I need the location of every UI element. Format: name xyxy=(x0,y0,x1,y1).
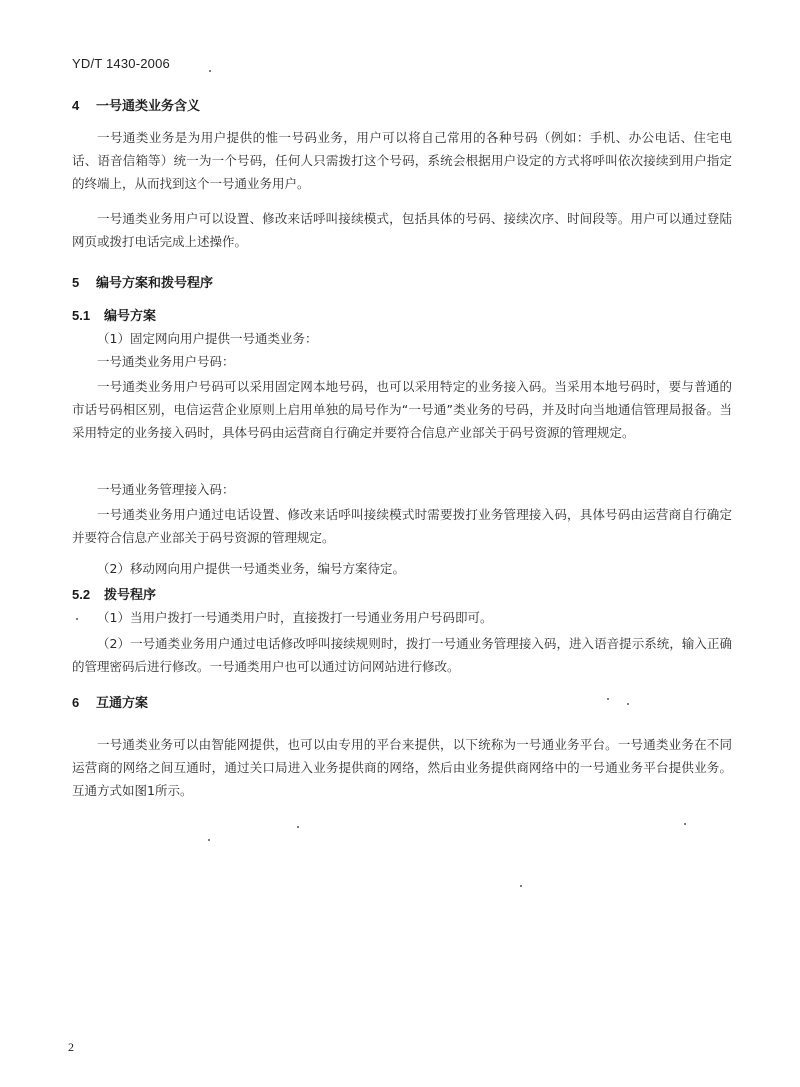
document-code: YD/T 1430-2006 xyxy=(72,56,170,71)
section-number: 5 xyxy=(72,275,80,290)
subsection-number: 5.1 xyxy=(72,308,91,323)
subsection-number: 5.2 xyxy=(72,587,91,602)
list-item: （2）移动网向用户提供一号通类业务，编号方案待定。 xyxy=(97,561,405,576)
scan-speck xyxy=(76,618,78,620)
section-4-paragraph-1: 一号通类业务是为用户提供的惟一号码业务，用户可以将自己常用的各种号码（例如：手机、办公电话、住宅电话、语音信箱等）统一为一个号码，任何人只需拨打这个号码，系统会根据用户设定的方式将呼叫依次接续到用户指定的终端上，从而找到这个一号通业务用户。 xyxy=(72,130,732,191)
section-number: 4 xyxy=(72,98,80,113)
field-label: 一号通业务管理接入码： xyxy=(97,482,235,497)
section-5-heading xyxy=(72,272,732,291)
section-title: 互通方案 xyxy=(96,696,149,711)
scan-speck xyxy=(297,826,299,828)
section-4-paragraph-2: 一号通类业务用户可以设置、修改来话呼叫接续模式，包括具体的号码、接续次序、时间段等。用户可以通过登陆网页或拨打电话完成上述操作。 xyxy=(72,211,732,249)
section-title: 一号通类业务含义 xyxy=(96,99,201,114)
section-title: 编号方案和拨号程序 xyxy=(96,276,214,291)
list-item: （1）固定网向用户提供一号通类业务： xyxy=(97,331,318,346)
field-label: 一号通类业务用户号码： xyxy=(97,354,235,369)
scan-speck xyxy=(627,703,629,705)
section-6-heading xyxy=(72,692,732,711)
scan-speck xyxy=(209,70,211,72)
subsection-title: 编号方案 xyxy=(104,309,157,324)
scan-speck xyxy=(684,823,686,825)
scan-speck xyxy=(208,839,210,841)
scan-speck xyxy=(520,885,522,887)
subsection-title: 拨号程序 xyxy=(104,588,157,603)
subsection-5-1-heading xyxy=(72,305,732,324)
list-item: （1）当用户拨打一号通类用户时，直接拨打一号通业务用户号码即可。 xyxy=(97,610,493,625)
section-6-paragraph: 一号通类业务可以由智能网提供，也可以由专用的平台来提供，以下统称为一号通业务平台。一号通类业务在不同运营商的网络之间互通时，通过关口局进入业务提供商的网络，然后由业务提供商网络中的一号通业务平台提供业务。互通方式如图1所示。 xyxy=(72,737,732,798)
user-number-paragraph: 一号通类业务用户号码可以采用固定网本地号码，也可以采用特定的业务接入码。当采用本地号码时，要与普通的市话号码相区别，电信运营企业原则上启用单独的局号作为“一号通”类业务的号码，并及时向当地通信管理局报备。当采用特定的业务接入码时，具体号码由运营商自行确定并要符合信息产业部关于码号资源的管理规定。 xyxy=(72,379,732,440)
list-item: （2）一号通类业务用户通过电话修改呼叫接续规则时，拨打一号通业务管理接入码，进入语音提示系统，输入正确的管理密码后进行修改。一号通类用户也可以通过访问网站进行修改。 xyxy=(72,636,732,674)
section-number: 6 xyxy=(72,695,80,710)
mgmt-code-paragraph: 一号通类业务用户通过电话设置、修改来话呼叫接续模式时需要拨打业务管理接入码，具体号码由运营商自行确定并要符合信息产业部关于码号资源的管理规定。 xyxy=(72,507,732,545)
scan-speck xyxy=(607,698,609,700)
section-4-heading xyxy=(72,95,732,114)
page-number: 2 xyxy=(68,1040,74,1054)
subsection-5-2-heading xyxy=(72,584,732,603)
